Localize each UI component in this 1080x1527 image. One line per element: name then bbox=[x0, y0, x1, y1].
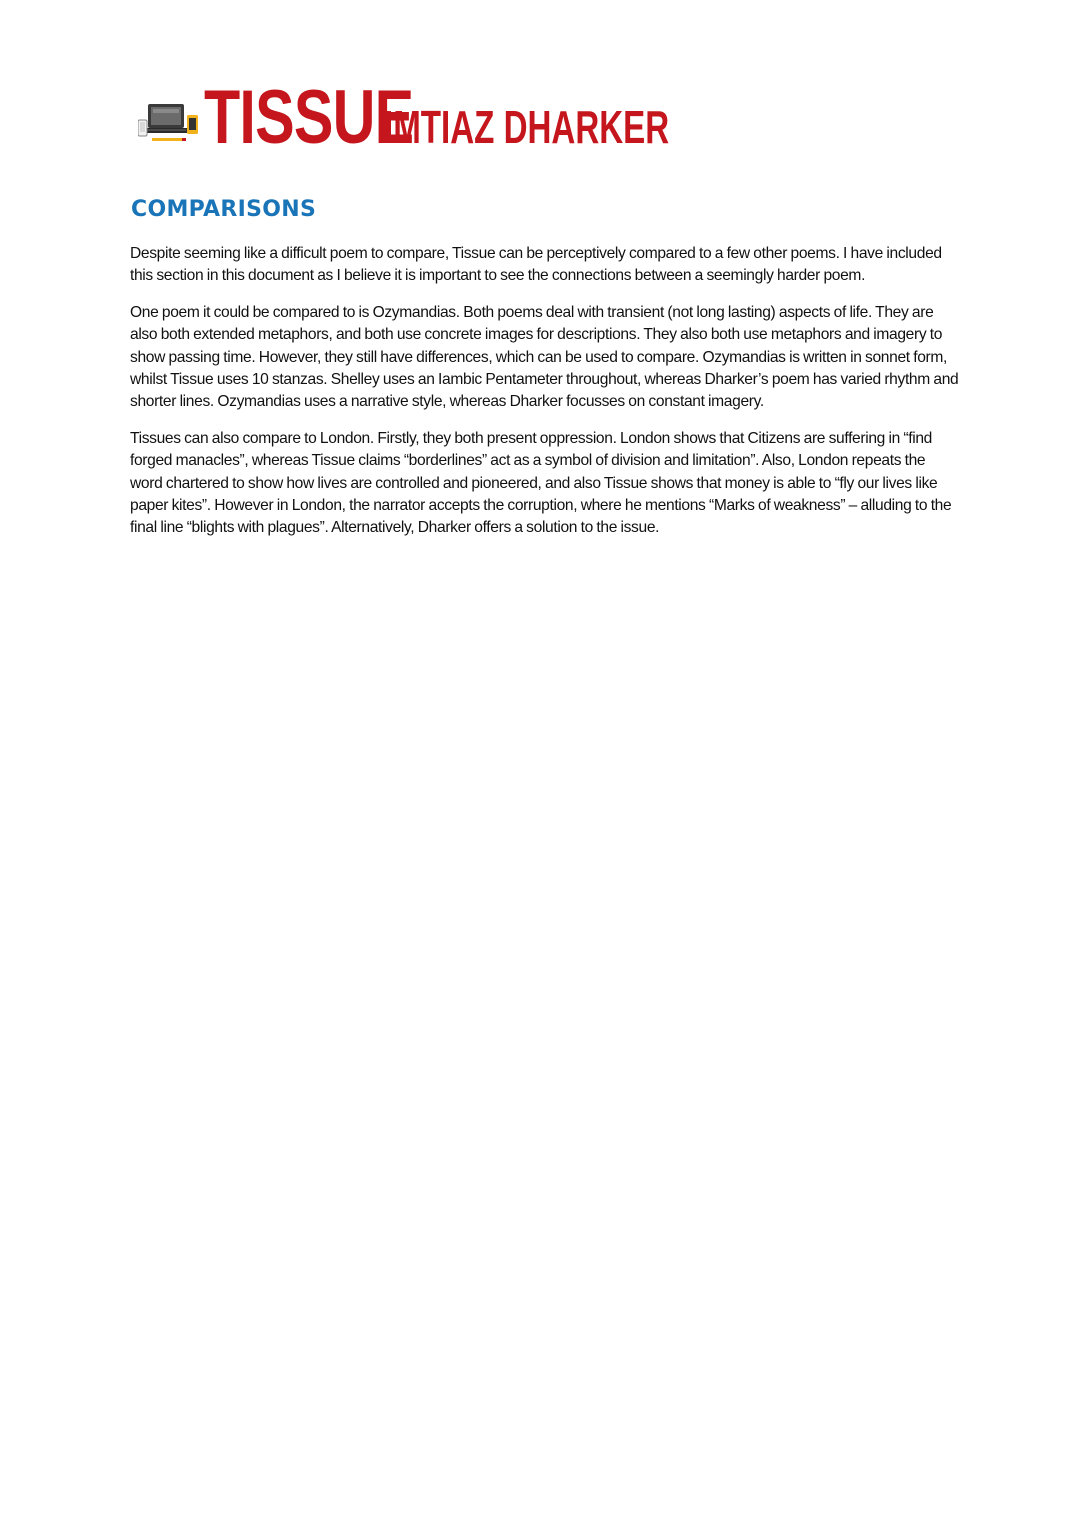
laptop-devices-icon bbox=[138, 98, 200, 148]
document-author: IMTIAZ DHARKER bbox=[384, 101, 670, 153]
paragraph: Tissues can also compare to London. Firstly, they both present oppression. London shows that Citizens are suffering in “find forged manacles”, whereas Tissue claims “borderlines” act as a symbol of division and limitation”. Also, London repeats the word chartered to show how lives are controlled and pioneered, and also Tissue shows that money is able to “fly our lives like paper kites”. However in London, the narrator accepts the corruption, where he mentions “Marks of weakness” – alluding to the final line “blights with plagues”. Alternatively, Dharker offers a solution to the issue. bbox=[130, 429, 952, 537]
section-heading: COMPARISONS bbox=[131, 197, 317, 222]
paragraph: Despite seeming like a difficult poem to compare, Tissue can be perceptively compared to a few other poems. I have included this section in this document as I believe it is important to see the connections between a seemingly harder poem. bbox=[130, 245, 942, 285]
document-title: TISSUE bbox=[204, 75, 414, 160]
document-header bbox=[138, 72, 780, 160]
paragraph: One poem it could be compared to is Ozymandias. Both poems deal with transient (not long lasting) aspects of life. They are also both extended metaphors, and both use concrete images for descriptions. They also both use metaphors and imagery to show passing time. However, they still have differences, which can be used to compare. Ozymandias is written in sonnet form, whilst Tissue uses 10 stanzas. Shelley uses an Iambic Pentameter throughout, whereas Dharker’s poem has varied rhythm and shorter lines. Ozymandias uses a narrative style, whereas Dharker focusses on constant imagery. bbox=[130, 303, 959, 411]
section-body bbox=[130, 243, 960, 554]
